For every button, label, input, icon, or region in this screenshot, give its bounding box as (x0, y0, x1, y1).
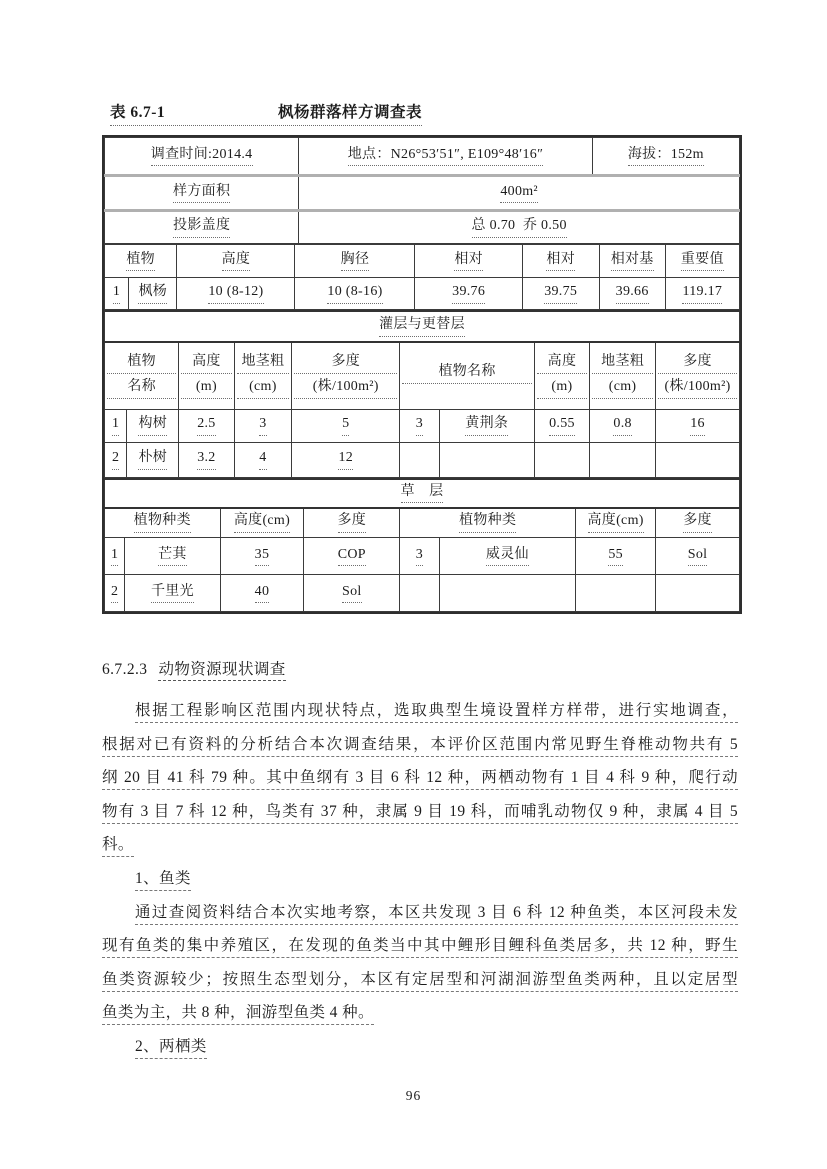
index-cell: 3 (400, 409, 439, 442)
cover-label-cell: 投影盖度 (105, 211, 299, 244)
index-cell: 1 (105, 409, 127, 442)
species-cell: 构树 (127, 409, 179, 442)
header-cell: 多度 (304, 508, 400, 538)
species-cell: 千里光 (125, 575, 220, 612)
value-cell (656, 575, 740, 612)
index-cell: 1 (105, 538, 125, 575)
header-cell: 地茎粗 (cm) (234, 342, 292, 409)
herb-data-row (105, 538, 740, 575)
header-cell: 植物种类 (105, 508, 221, 538)
value-cell: 0.8 (590, 409, 656, 442)
header-cell: 地茎粗 (cm) (590, 342, 656, 409)
table-row (105, 138, 740, 176)
section-title-cell: 草 层 (105, 479, 740, 508)
species-cell: 枫杨 (129, 278, 177, 310)
value-cell: 39.76 (415, 278, 522, 310)
index-cell: 2 (105, 442, 127, 477)
value-cell (576, 575, 656, 612)
value-cell (656, 442, 740, 477)
herb-header-row (105, 508, 740, 538)
value-cell: 119.17 (665, 278, 739, 310)
survey-table (102, 135, 742, 614)
shrub-header-row (105, 342, 740, 409)
header-cell: 重要值 (665, 245, 739, 278)
header-cell: 高度 (177, 245, 295, 278)
area-value-cell: 400m² (299, 176, 740, 211)
survey-time-cell: 调查时间:2014.4 (105, 138, 299, 176)
value-cell: 5 (292, 409, 400, 442)
value-cell: 39.66 (599, 278, 665, 310)
header-cell: 多度 (株/100m²) (292, 342, 400, 409)
header-cell: 相对基 (599, 245, 665, 278)
list-item: 1、鱼类 (102, 862, 738, 896)
value-cell: 10 (8-16) (295, 278, 415, 310)
altitude-cell: 海拔：152m (592, 138, 739, 176)
tree-header-row (105, 245, 740, 278)
paragraph-line: 鱼类为主，共 8 种，洄游型鱼类 4 种。 (102, 996, 738, 1030)
value-cell: 2.5 (179, 409, 234, 442)
header-cell: 植物种类 (400, 508, 576, 538)
species-cell: 朴树 (127, 442, 179, 477)
species-cell: 黄荆条 (439, 409, 534, 442)
tree-data-row (105, 278, 740, 310)
section-number: 6.7.2.3 (102, 661, 148, 678)
value-cell: 16 (656, 409, 740, 442)
header-cell: 高度(cm) (576, 508, 656, 538)
value-cell: 4 (234, 442, 292, 477)
info-table (104, 137, 740, 244)
header-cell: 胸径 (295, 245, 415, 278)
value-cell: 12 (292, 442, 400, 477)
section-heading (102, 657, 738, 683)
header-cell: 植物 (105, 245, 177, 278)
herb-layer-table (104, 478, 740, 613)
species-cell: 威灵仙 (439, 538, 576, 575)
species-cell (439, 575, 576, 612)
header-cell: 高度 (m) (534, 342, 589, 409)
herb-data-row (105, 575, 740, 612)
list-item: 2、两栖类 (102, 1030, 738, 1064)
value-cell: 10 (8-12) (177, 278, 295, 310)
value-cell: Sol (656, 538, 740, 575)
value-cell: 3.2 (179, 442, 234, 477)
index-cell (400, 575, 439, 612)
herb-section-row (105, 479, 740, 508)
cover-value-cell: 总 0.70 乔 0.50 (299, 211, 740, 244)
value-cell: COP (304, 538, 400, 575)
header-cell: 多度 (656, 508, 740, 538)
value-cell (534, 442, 589, 477)
paragraph-line: 科。 (102, 828, 738, 862)
index-cell: 1 (105, 278, 129, 310)
paragraph-line: 现有鱼类的集中养殖区，在发现的鱼类当中其中鲤形目鲤科鱼类居多，共 12 种，野生 (102, 929, 738, 963)
header-cell: 植物名称 (400, 342, 535, 409)
header-cell: 高度 (m) (179, 342, 234, 409)
table-row (105, 176, 740, 211)
header-cell: 相对 (522, 245, 599, 278)
shrub-layer-table (104, 310, 740, 478)
shrub-section-row (105, 311, 740, 342)
table-title (110, 100, 422, 126)
value-cell: 39.75 (522, 278, 599, 310)
index-cell: 2 (105, 575, 125, 612)
species-cell (439, 442, 534, 477)
section-title-cell: 灌层与更替层 (105, 311, 740, 342)
table-row (105, 211, 740, 244)
value-cell: 55 (576, 538, 656, 575)
area-label-cell: 样方面积 (105, 176, 299, 211)
paragraph-line: 根据对已有资料的分析结合本次调查结果，本评价区范围内常见野生脊椎动物共有 5 (102, 728, 738, 762)
paragraph-line: 鱼类资源较少；按照生态型划分，本区有定居型和河湖洄游型鱼类两种，且以定居型 (102, 963, 738, 997)
value-cell: 0.55 (534, 409, 589, 442)
index-cell (400, 442, 439, 477)
location-cell: 地点：N26°53′51″, E109°48′16″ (299, 138, 592, 176)
shrub-data-row (105, 442, 740, 477)
page-number: 96 (405, 1088, 422, 1103)
value-cell: 40 (220, 575, 304, 612)
header-cell: 植物 名称 (105, 342, 179, 409)
header-cell: 多度 (株/100m²) (656, 342, 740, 409)
table-number: 表 6.7-1 (110, 104, 166, 121)
value-cell: 3 (234, 409, 292, 442)
paragraph-line: 根据工程影响区范围内现状特点，选取典型生境设置样方样带，进行实地调查， (102, 694, 738, 728)
body-text (102, 657, 738, 1064)
tree-layer-table (104, 244, 740, 310)
paragraph-line: 纲 20 目 41 科 79 种。其中鱼纲有 3 目 6 科 12 种，两栖动物有 1 目 4 科 9 种，爬行动 (102, 761, 738, 795)
shrub-data-row (105, 409, 740, 442)
value-cell (590, 442, 656, 477)
species-cell: 芒萁 (125, 538, 220, 575)
paragraph-line: 通过查阅资料结合本次实地考察，本区共发现 3 目 6 科 12 种鱼类，本区河段未发 (102, 896, 738, 930)
index-cell: 3 (400, 538, 439, 575)
value-cell: 35 (220, 538, 304, 575)
value-cell: Sol (304, 575, 400, 612)
table-caption: 枫杨群落样方调查表 (277, 104, 422, 121)
section-title-text: 动物资源现状调查 (158, 661, 285, 681)
header-cell: 高度(cm) (220, 508, 304, 538)
paragraph-line: 物有 3 目 7 科 12 种，鸟类有 37 种，隶属 9 目 19 科，而哺乳动物仅 9 种，隶属 4 目 5 (102, 795, 738, 829)
header-cell: 相对 (415, 245, 522, 278)
